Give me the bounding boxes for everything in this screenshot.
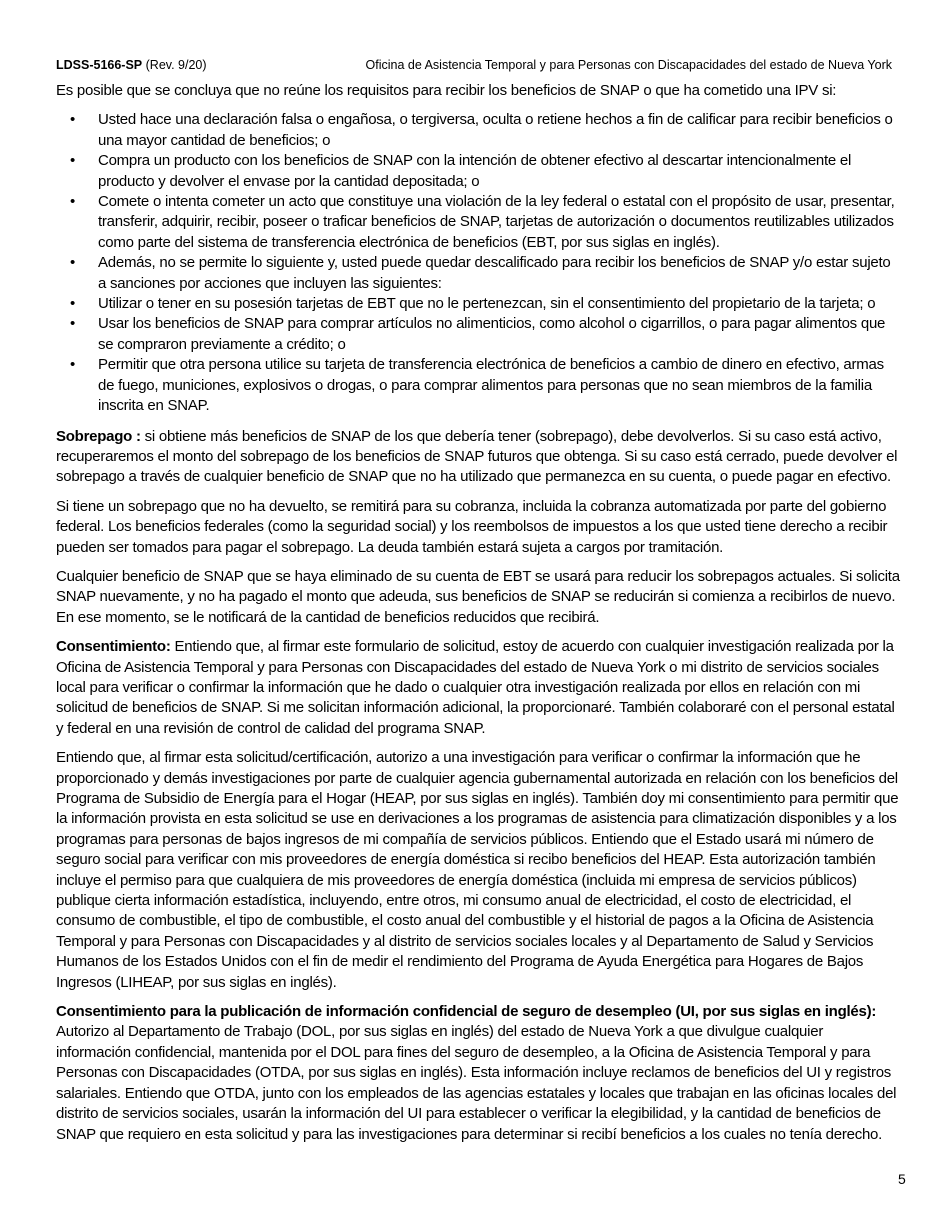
page-header: [56, 57, 892, 73]
list-item: [56, 110, 900, 151]
bullet-icon: •: [70, 356, 76, 374]
list-item: [56, 253, 900, 294]
ineligibility-list: [56, 110, 900, 416]
list-item-text: Usted hace una declaración falsa o engañosa, o tergiversa, oculta o retiene hechos a fin de calificar para recibir beneficios o una mayor cantidad de beneficios; o: [98, 111, 893, 149]
bullet-icon: •: [70, 315, 76, 333]
form-identifier: [56, 57, 207, 73]
page-number: 5: [898, 1171, 906, 1187]
list-item-text: Compra un producto con los beneficios de SNAP con la intención de obtener efectivo al descartar intencionalmente el producto y devolver el envase por la cantidad depositada; o: [98, 152, 852, 190]
list-item-text: Permitir que otra persona utilice su tarjeta de transferencia electrónica de beneficios a cambio de dinero en efectivo, armas de fuego, municiones, explosivos o drogas, o para comprar alimentos para personas que no sean miembros de la familia inscrita en SNAP.: [98, 356, 884, 415]
ui-consent-text: Autorizo al Departamento de Trabajo (DOL, por sus siglas en inglés) del estado de Nueva York a que divulgue cualquier información confidencial, mantenida por el DOL para fines del seguro de desempleo, a la Oficina de Asistencia Temporal y para Personas con Discapacidades (OTDA, por sus siglas en inglés). Esta información incluye reclamos de beneficios del UI y registros salariales. Entiendo que OTDA, junto con los empleados de las agencias estatales y locales que trabajan en las oficinas locales del distrito de servicios sociales, usarán la información del UI para establecer o verificar la elegibilidad, y la cantidad de beneficios de SNAP que requiero en esta solicitud y para las investigaciones para determinar si recibí beneficios a los cuales no tenía derecho.: [56, 1023, 897, 1143]
ui-consent-paragraph: [56, 1002, 900, 1145]
consent-label: Consentimiento:: [56, 638, 171, 656]
list-item: [56, 151, 900, 192]
list-item: [56, 192, 900, 253]
bullet-icon: •: [70, 152, 76, 170]
list-item: [56, 294, 900, 314]
list-item-text: Usar los beneficios de SNAP para comprar artículos no alimenticios, como alcohol o cigarrillos, o para pagar alimentos que se compraron previamente a crédito; o: [98, 315, 886, 353]
bullet-icon: •: [70, 193, 76, 211]
list-item: [56, 314, 900, 355]
list-item-text: Comete o intenta cometer un acto que constituye una violación de la ley federal o estatal con el propósito de usar, presentar, transferir, adquirir, recibir, poseer o traficar beneficios de SNAP, tarjetas de autorización o documentos reutilizables utilizados como parte del sistema de transferencia electrónica de beneficios (EBT, por sus siglas en inglés).: [98, 193, 895, 251]
form-revision: (Rev. 9/20): [142, 58, 207, 72]
ui-consent-label: Consentimiento para la publicación de información confidencial de seguro de desempleo (UI, por sus siglas en inglés):: [56, 1003, 877, 1021]
overpayment-label: Sobrepago :: [56, 427, 141, 445]
bullet-icon: •: [70, 254, 76, 272]
document-body: [56, 81, 900, 1154]
list-item: [56, 355, 900, 416]
list-item-text: Utilizar o tener en su posesión tarjetas de EBT que no le pertenezcan, sin el consentimiento del propietario de la tarjeta; o: [98, 295, 876, 313]
form-id: LDSS-5166-SP: [56, 58, 143, 72]
bullet-icon: •: [70, 111, 76, 129]
agency-name: Oficina de Asistencia Temporal y para Personas con Discapacidades del estado de Nueva York: [365, 58, 892, 72]
overpayment-paragraph: [56, 427, 900, 488]
consent-text: Entiendo que, al firmar este formulario de solicitud, estoy de acuerdo con cualquier investigación realizada por la Oficina de Asistencia Temporal y para Personas con Discapacidades del estado de Nueva York o mi distrito de servicios sociales local para verificar o confirmar la información que he dado o cualquier otra investigación realizada por ellos en relación con mi solicitud de beneficios de SNAP. Si me solicitan información adicional, la proporcionaré. También colaboraré con el personal estatal y federal en una revisión de control de calidad del programa SNAP.: [56, 638, 895, 737]
heap-consent-paragraph: Entiendo que, al firmar esta solicitud/certificación, autorizo a una investigación para verificar o confirmar la información que he proporcionado y demás investigaciones por parte de cualquier agencia gubernamental autorizada en relación con los beneficios del Programa de Subsidio de Energía para el Hogar (HEAP, por sus siglas en inglés). También doy mi consentimiento para permitir que la información provista en esta solicitud se use en derivaciones a los programas de asistencia para climatización disponibles y a los programas para personas de bajos ingresos de mi compañía de servicios públicos. Entiendo que el Estado usará mi número de seguro social para verificar con mis proveedores de energía doméstica si recibo beneficios del HEAP. Esta autorización también incluye el permiso para que cualquiera de mis proveedores de energía doméstica (incluida mi empresa de servicios públicos) publique cierta información estadística, incluyendo, entre otros, mi consumo anual de electricidad, el costo de electricidad, el consumo de combustible, el tipo de combustible, el costo anual del combustible y el historial de pagos a la Oficina de Asistencia Temporal y para Personas con Discapacidades y al distrito de servicios sociales locales y al Departamento de Salud y Servicios Humanos de los Estados Unidos con el fin de medir el rendimiento del Programa de Ayuda Energética para Hogares de Bajos Ingresos (LIHEAP, por sus siglas en inglés).: [56, 749, 899, 991]
intro-paragraph: Es posible que se concluya que no reúne los requisitos para recibir los beneficios de SNAP o que ha cometido una IPV si:: [56, 82, 837, 99]
overpayment-text: si obtiene más beneficios de SNAP de los que debería tener (sobrepago), debe devolverlos. Si su caso está activo, recuperaremos el monto del sobrepago de los beneficios de SNAP futuros que obtenga. Si su caso está cerrado, puede devolver el sobrepago a través de cualquier beneficio de SNAP que no ha utilizado que permanezca en su cuenta, o puede pagar en efectivo.: [56, 427, 898, 486]
collection-paragraph: Si tiene un sobrepago que no ha devuelto, se remitirá para su cobranza, incluida la cobranza automatizada por parte del gobierno federal. Los beneficios federales (como la seguridad social) y los reembolsos de impuestos a los que usted tiene derecho a recibir pueden ser tomados para pagar el sobrepago. La deuda también estará sujeta a cargos por tramitación.: [56, 497, 888, 556]
bullet-icon: •: [70, 295, 76, 313]
ebt-reduction-paragraph: Cualquier beneficio de SNAP que se haya eliminado de su cuenta de EBT se usará para reducir los sobrepagos actuales. Si solicita SNAP nuevamente, y no ha pagado el monto que adeuda, sus beneficios de SNAP se reducirán si comienza a recibirlos de nuevo. En ese momento, se le notificará de la cantidad de beneficios reducidos que recibirá.: [56, 567, 900, 626]
consent-paragraph: [56, 637, 900, 739]
list-item-text: Además, no se permite lo siguiente y, usted puede quedar descalificado para recibir los beneficios de SNAP y/o estar sujeto a sanciones por acciones que incluyen las siguientes:: [98, 254, 891, 292]
